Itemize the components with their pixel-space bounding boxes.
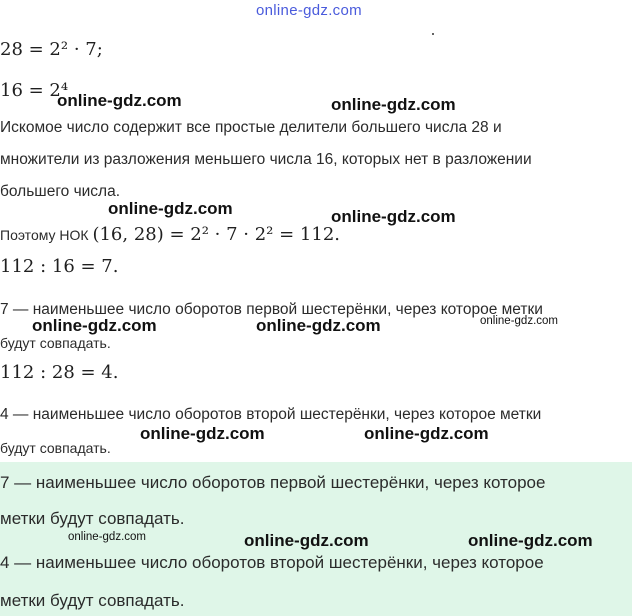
watermark-top: online-gdz.com (256, 2, 362, 19)
answer-first-gear-line-2: метки будут совпадать. (0, 509, 185, 528)
division-112-16: 112 : 16 = 7. (0, 256, 119, 277)
watermark: online-gdz.com (256, 316, 381, 335)
result-first-gear-line-2: будут совпадать. (0, 335, 111, 351)
answer-second-gear-line-1: 4 — наименьшее число оборотов второй шестерёнки, через которое (0, 553, 544, 572)
lcm-formula: (16, 28) = 2² · 7 · 2² = 112. (92, 224, 340, 245)
result-second-gear-line-1: 4 — наименьшее число оборотов второй шестерёнки, через которое метки (0, 406, 542, 423)
factorization-28: 28 = 2² · 7; (0, 39, 103, 60)
result-second-gear-line-2: будут совпадать. (0, 440, 111, 456)
answer-first-gear-line-1: 7 — наименьшее число оборотов первой шестерёнки, через которое (0, 473, 546, 492)
explanation-line-1: Искомое число содержит все простые делители большего числа 28 и (0, 119, 502, 136)
answer-second-gear-line-2: метки будут совпадать. (0, 591, 185, 610)
explanation-line-2: множители из разложения меньшего числа 16, которых нет в разложении (0, 151, 532, 168)
watermark: online-gdz.com (32, 316, 157, 335)
division-112-28: 112 : 28 = 4. (0, 362, 119, 383)
watermark: online-gdz.com (57, 91, 182, 110)
watermark: online-gdz.com (108, 199, 233, 218)
watermark: online-gdz.com (468, 531, 593, 550)
explanation-line-3: большего числа. (0, 183, 121, 200)
lcm-line (0, 225, 340, 246)
watermark: online-gdz.com (480, 315, 558, 327)
lcm-label: Поэтому НОК (0, 227, 93, 243)
stray-dot (432, 33, 434, 35)
result-first-gear-line-1: 7 — наименьшее число оборотов первой шестерёнки, через которое метки (0, 301, 543, 318)
watermark: online-gdz.com (68, 531, 146, 543)
watermark: online-gdz.com (244, 531, 369, 550)
watermark: online-gdz.com (331, 207, 456, 226)
watermark: online-gdz.com (140, 424, 265, 443)
factorization-16: 16 = 2⁴ (0, 80, 69, 101)
watermark: online-gdz.com (331, 95, 456, 114)
watermark: online-gdz.com (364, 424, 489, 443)
